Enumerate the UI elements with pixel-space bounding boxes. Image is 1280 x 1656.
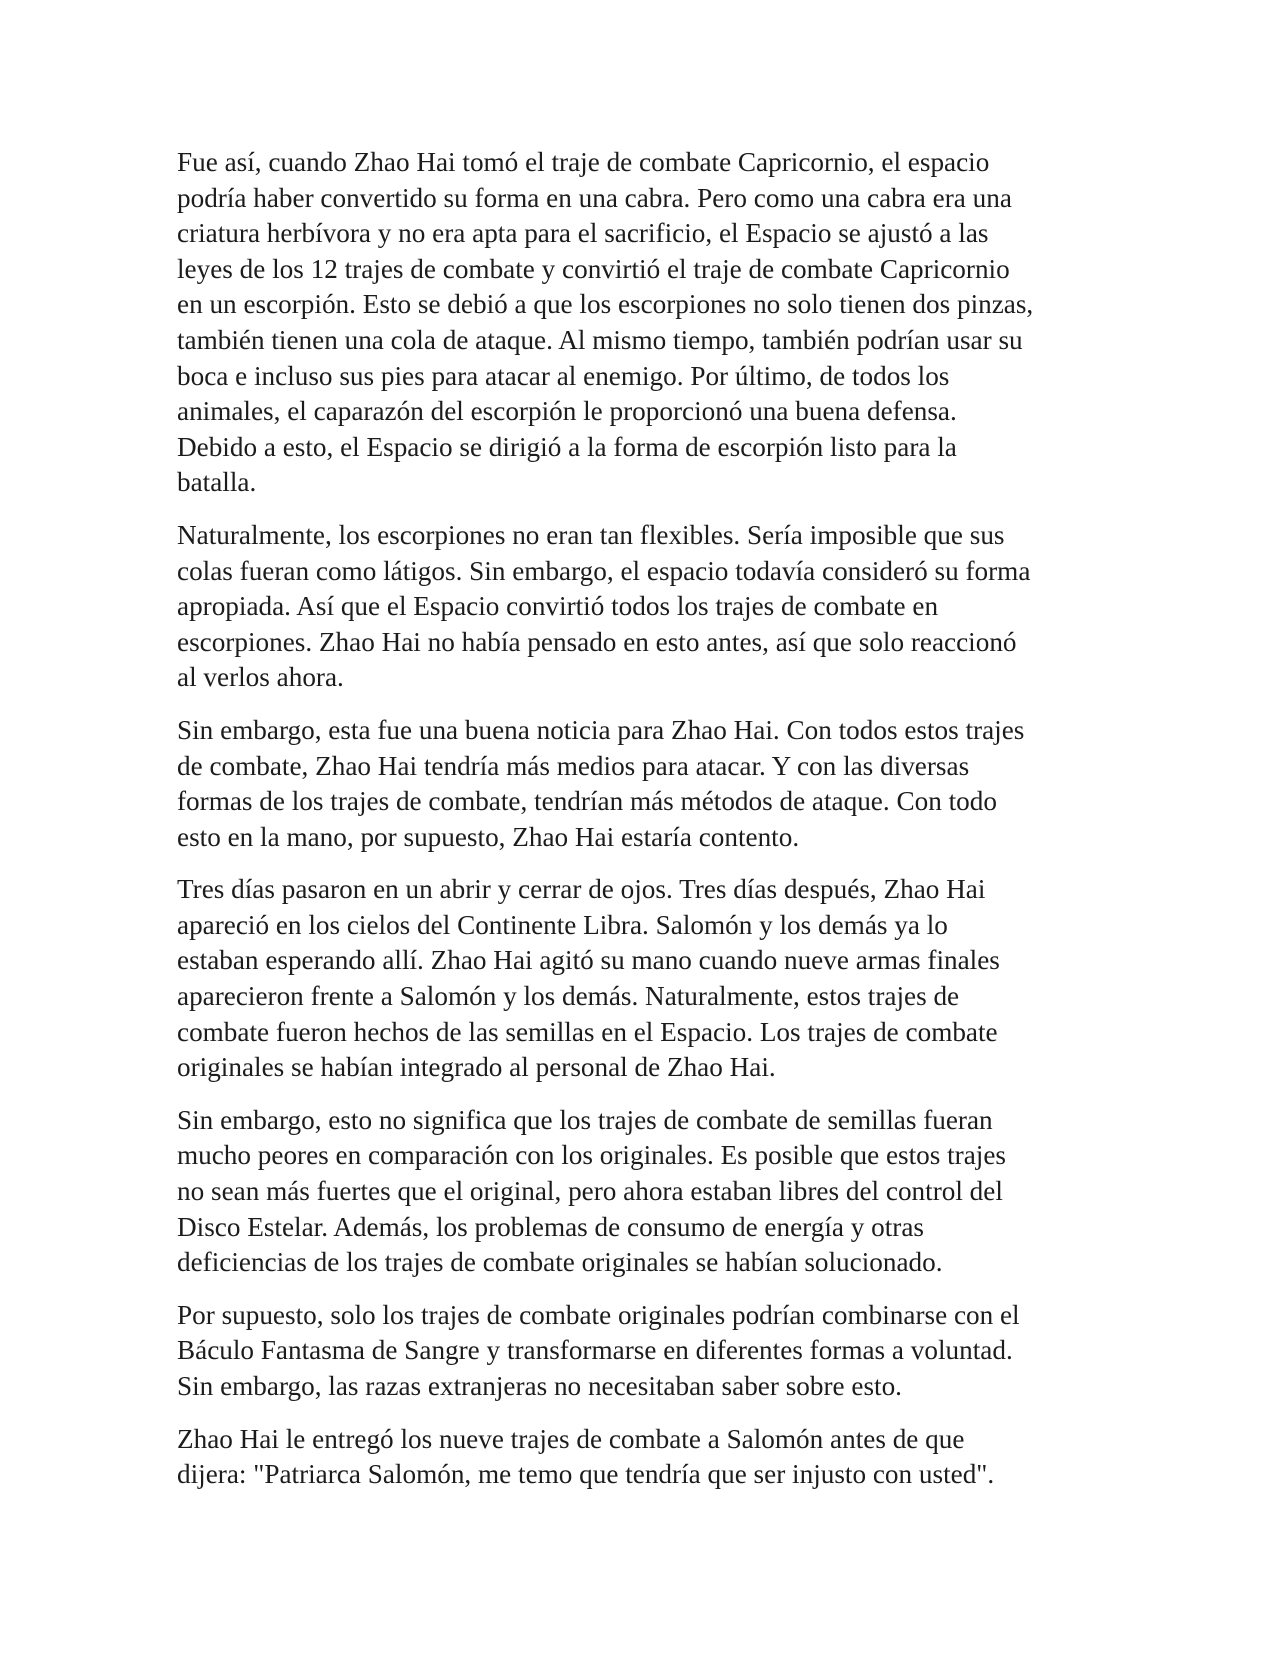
paragraph-7: Zhao Hai le entregó los nueve trajes de combate a Salomón antes de que dijera: "Patriarca Salomón, me temo que tendría que ser injusto con usted".	[177, 1423, 995, 1490]
paragraph-2: Naturalmente, los escorpiones no eran tan flexibles. Sería imposible que sus colas fueran como látigos. Sin embargo, el espacio todavía consideró su forma apropiada. Así que el Espacio convirtió todos los trajes de combate en escorpiones. Zhao Hai no había pensado en esto antes, así que solo reaccionó al verlos ahora.	[177, 519, 1031, 693]
paragraph-1: Fue así, cuando Zhao Hai tomó el traje de combate Capricornio, el espacio podría haber convertido su forma en una cabra. Pero como una cabra era una criatura herbívora y no era apta para el sacrificio, el Espacio se ajustó a las leyes de los 12 trajes de combate y convirtió el traje de combate Capricornio en un escorpión. Esto se debió a que los escorpiones no solo tienen dos pinzas, también tienen una cola de ataque. Al mismo tiempo, también podrían usar su boca e incluso sus pies para atacar al enemigo. Por último, de todos los animales, el caparazón del escorpión le proporcionó una buena defensa. Debido a esto, el Espacio se dirigió a la forma de escorpión listo para la batalla.	[177, 147, 1034, 498]
paragraph-6: Por supuesto, solo los trajes de combate originales podrían combinarse con el Báculo Fantasma de Sangre y transformarse en diferentes formas a voluntad. Sin embargo, las razas extranjeras no necesitaban saber sobre esto.	[177, 1299, 1020, 1401]
paragraph-4: Tres días pasaron en un abrir y cerrar de ojos. Tres días después, Zhao Hai apareció en los cielos del Continente Libra. Salomón y los demás ya lo estaban esperando allí. Zhao Hai agitó su mano cuando nueve armas finales aparecieron frente a Salomón y los demás. Naturalmente, estos trajes de combate fueron hechos de las semillas en el Espacio. Los trajes de combate originales se habían integrado al personal de Zhao Hai.	[177, 874, 1000, 1083]
paragraph-5: Sin embargo, esto no significa que los trajes de combate de semillas fueran mucho peores en comparación con los originales. Es posible que estos trajes no sean más fuertes que el original, pero ahora estaban libres del control del Disco Estelar. Además, los problemas de consumo de energía y otras deficiencias de los trajes de combate originales se habían solucionado.	[177, 1104, 1006, 1278]
document-body	[177, 145, 1107, 1510]
paragraph-3: Sin embargo, esta fue una buena noticia para Zhao Hai. Con todos estos trajes de combate, Zhao Hai tendría más medios para atacar. Y con las diversas formas de los trajes de combate, tendrían más métodos de ataque. Con todo esto en la mano, por supuesto, Zhao Hai estaría contento.	[177, 714, 1025, 852]
